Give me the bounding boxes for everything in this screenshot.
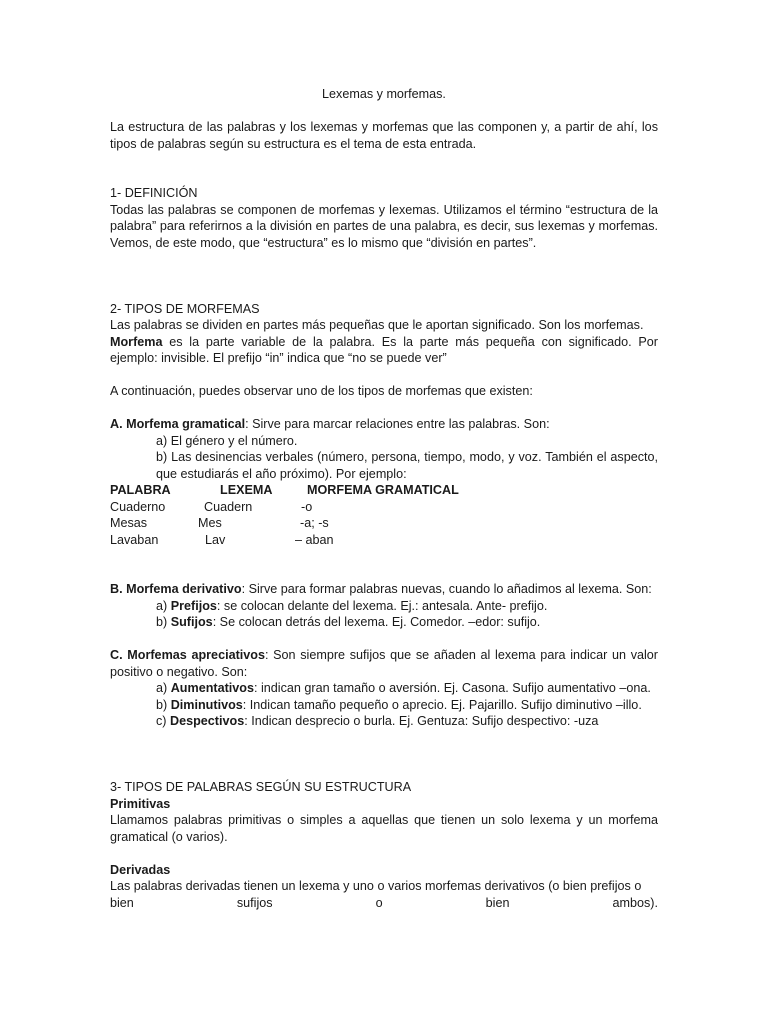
- table-row: [110, 532, 658, 549]
- morfemas-apreciativos-text: : Son siempre sufijos que se añaden al lexema para indicar un valor positivo o negativo. Son:: [110, 648, 658, 679]
- item-marker: c): [156, 714, 170, 728]
- apreciativo-item-b: [110, 697, 658, 714]
- gramatical-item-b: b) Las desinencias verbales (número, persona, tiempo, modo, y voz. También el aspecto, que estudiarás el año próximo). Por ejemplo:: [156, 450, 658, 481]
- table-cell-palabra: Cuaderno: [110, 499, 166, 514]
- table-cell-morfema: -o: [301, 499, 313, 514]
- section-2-line: Las palabras se dividen en partes más pequeñas que le aportan significado. Son los morfemas.: [110, 318, 644, 332]
- table-header-morfema: MORFEMA GRAMATICAL: [307, 483, 459, 497]
- prefijos-text: : se colocan delante del lexema. Ej.: antesala. Ante- prefijo.: [216, 598, 548, 613]
- prefijos-term: Prefijos: [170, 598, 217, 613]
- table-cell-lexema: Cuadern: [204, 499, 253, 514]
- table-header-palabra: PALABRA: [110, 483, 171, 497]
- despectivos-text: : Indican desprecio o burla. Ej. Gentuza: Sufijo despectivo: -uza: [244, 714, 599, 728]
- table-row: [110, 515, 658, 532]
- aumentativos-term: Aumentativos: [170, 681, 254, 695]
- table-cell-lexema: Lav: [205, 532, 226, 547]
- morfema-derivativo-term: B. Morfema derivativo: [110, 582, 242, 596]
- morfemas-apreciativos-paragraph: [110, 647, 658, 680]
- item-marker: b): [156, 615, 171, 629]
- table-header-lexema: LEXEMA: [220, 483, 273, 497]
- document-page: [110, 86, 658, 911]
- morfema-gramatical-text: : Sirve para marcar relaciones entre las palabras. Son:: [245, 417, 550, 431]
- sufijos-term: Sufijos: [170, 615, 213, 629]
- section-1-heading: 1- DEFINICIÓN: [110, 186, 198, 200]
- morfema-definition-text: es la parte variable de la palabra. Es la parte más pequeña con significado. Por ejemplo: invisible. El prefijo “in” indica que “no se puede ver”: [110, 334, 658, 365]
- document-title: Lexemas y morfemas.: [322, 87, 446, 101]
- intro-paragraph: La estructura de las palabras y los lexemas y morfemas que las componen y, a partir de ahí, los tipos de palabras según su estructura es el tema de esta entrada.: [110, 120, 658, 151]
- primitivas-heading: Primitivas: [110, 796, 171, 811]
- sufijos-text: : Se colocan detrás del lexema. Ej. Comedor. –edor: sufijo.: [212, 615, 541, 629]
- table-cell-lexema: Mes: [198, 516, 222, 530]
- morfema-term: Morfema: [110, 334, 163, 349]
- morphology-table: [110, 482, 658, 548]
- item-marker: a): [156, 681, 171, 695]
- table-cell-palabra: Lavaban: [110, 532, 159, 547]
- apreciativo-item-c: [110, 713, 658, 730]
- derivativo-item-b: [110, 614, 658, 631]
- morfema-gramatical-paragraph: [110, 416, 658, 433]
- table-row: [110, 499, 658, 516]
- table-cell-morfema: – aban: [295, 532, 334, 547]
- morfema-definition: [110, 334, 658, 367]
- table-header-row: [110, 482, 658, 499]
- despectivos-term: Despectivos: [170, 714, 245, 728]
- apreciativo-item-a: [110, 680, 658, 697]
- continuacion-text: A continuación, puedes observar uno de los tipos de morfemas que existen:: [110, 384, 533, 398]
- section-3-heading: 3- TIPOS DE PALABRAS SEGÚN SU ESTRUCTURA: [110, 780, 412, 794]
- morfema-derivativo-paragraph: [110, 581, 658, 598]
- section-1-text: Todas las palabras se componen de morfemas y lexemas. Utilizamos el término “estructura de la palabra” para referirnos a la división en partes de una palabra, es decir, sus lexemas y morfemas. Vemos, de este modo, que “estructura” es lo mismo que “división en partes”.: [110, 202, 658, 250]
- derivativo-item-a: [110, 598, 658, 615]
- primitivas-text: Llamamos palabras primitivas o simples a aquellas que tienen un solo lexema y un morfema gramatical (o varios).: [110, 813, 658, 844]
- diminutivos-text: : Indican tamaño pequeño o aprecio. Ej. Pajarillo. Sufijo diminutivo –illo.: [242, 697, 642, 712]
- item-marker: b): [156, 697, 171, 712]
- section-2-heading: 2- TIPOS DE MORFEMAS: [110, 301, 260, 316]
- derivadas-text-line-1: Las palabras derivadas tienen un lexema y uno o varios morfemas derivativos (o bien prefijos o: [110, 879, 642, 893]
- derivadas-heading: Derivadas: [110, 862, 171, 877]
- table-cell-morfema: -a; -s: [300, 516, 329, 530]
- morfema-derivativo-text: : Sirve para formar palabras nuevas, cuando lo añadimos al lexema. Son:: [241, 582, 652, 596]
- derivadas-text-line-2: bien sufijos o bien ambos).: [110, 895, 658, 910]
- table-cell-palabra: Mesas: [110, 516, 148, 530]
- diminutivos-term: Diminutivos: [170, 697, 243, 712]
- item-marker: a): [156, 598, 171, 613]
- gramatical-item-a: a) El género y el número.: [156, 433, 298, 448]
- morfema-gramatical-term: A. Morfema gramatical: [110, 417, 246, 431]
- aumentativos-text: : indican gran tamaño o aversión. Ej. Casona. Sufijo aumentativo –ona.: [253, 681, 651, 695]
- morfemas-apreciativos-term: C. Morfemas apreciativos: [110, 648, 265, 662]
